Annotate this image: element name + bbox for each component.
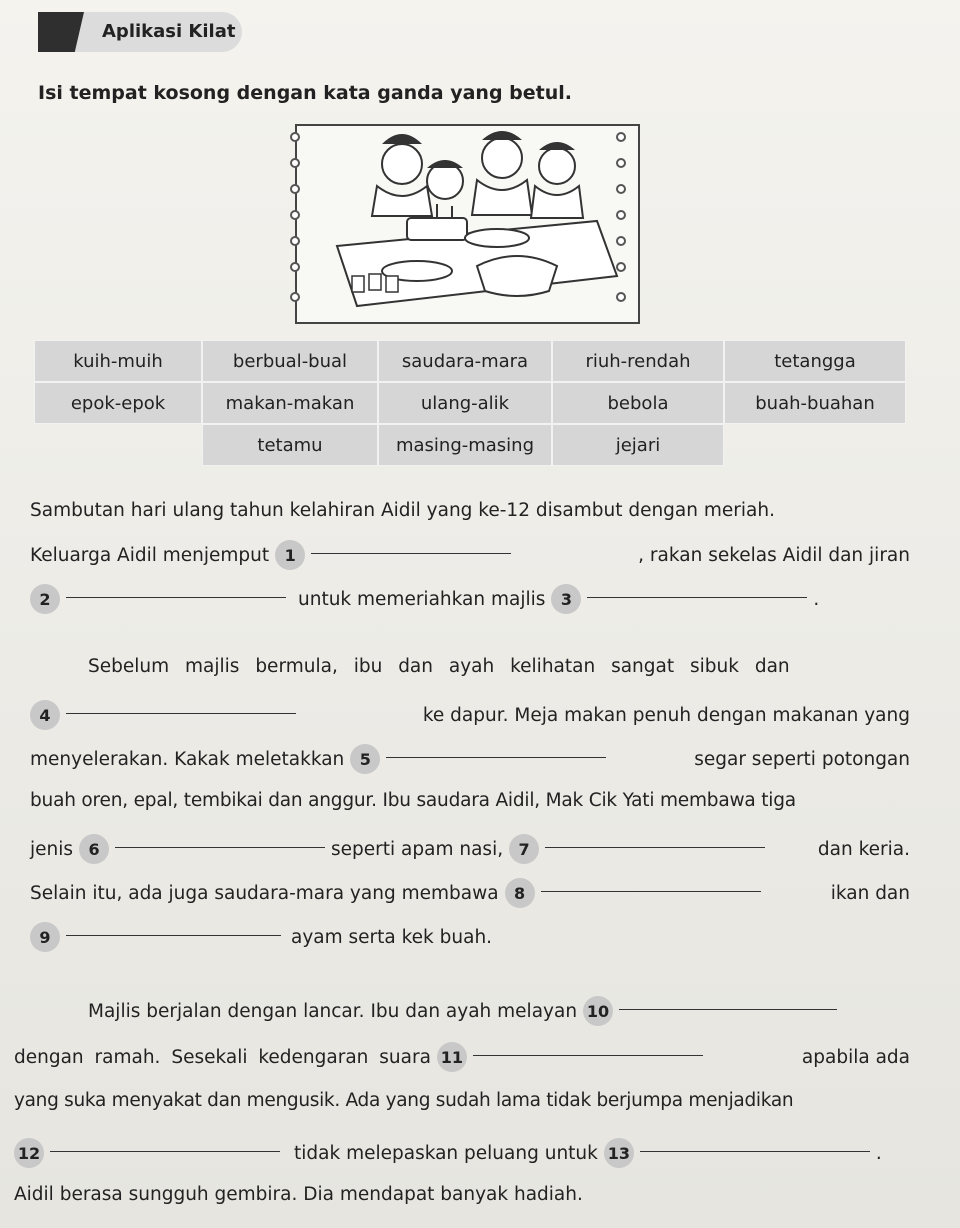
passage-line [14, 1138, 934, 1168]
passage-text: ikan dan [830, 882, 910, 904]
word-saudara-mara: saudara-mara [378, 340, 552, 382]
word-berbual-bual: berbual-bual [202, 340, 378, 382]
passage-text: untuk memeriahkan majlis [298, 588, 546, 610]
passage-line [30, 922, 910, 952]
passage-line [30, 834, 910, 864]
blank-number-badge: 2 [30, 584, 60, 614]
passage-text: seperti apam nasi, [331, 838, 504, 860]
blank-number-badge: 3 [551, 584, 581, 614]
passage-text: ayam serta kek buah. [291, 926, 493, 948]
passage-line [30, 878, 910, 908]
fill-blank-7[interactable] [545, 847, 765, 848]
word-tetamu: tetamu [202, 424, 378, 466]
passage-text: . [875, 1142, 882, 1164]
passage-text: , rakan sekelas Aidil dan jiran [638, 544, 910, 566]
fill-blank-10[interactable] [619, 1009, 837, 1010]
word-bebola: bebola [552, 382, 724, 424]
blank-number-badge: 1 [275, 540, 305, 570]
passage-line: yang suka menyakat dan mengusik. Ada yang sudah lama tidak berjumpa menjadikan [14, 1090, 794, 1111]
blank-number-badge: 12 [14, 1138, 44, 1168]
passage-line: Aidil berasa sungguh gembira. Dia mendapat banyak hadiah. [14, 1184, 583, 1205]
fill-blank-3[interactable] [587, 597, 807, 598]
blank-number-badge: 5 [350, 744, 380, 774]
section-title: Aplikasi Kilat [102, 21, 236, 42]
word-makan-makan: makan-makan [202, 382, 378, 424]
word-masing-masing: masing-masing [378, 424, 552, 466]
passage-line: Sambutan hari ulang tahun kelahiran Aidil yang ke-12 disambut dengan meriah. [30, 500, 775, 521]
fill-blank-12[interactable] [50, 1151, 280, 1152]
passage-text: apabila ada [801, 1046, 910, 1068]
passage-text: Selain itu, ada juga saudara-mara yang membawa [30, 882, 499, 904]
passage-text: segar seperti potongan [694, 748, 910, 770]
passage-text: tidak melepaskan peluang untuk [294, 1142, 598, 1164]
blank-number-badge: 9 [30, 922, 60, 952]
fill-blank-5[interactable] [386, 757, 606, 758]
passage-text: . [813, 588, 820, 610]
passage-text: Majlis berjalan dengan lancar. Ibu dan ayah melayan [88, 1000, 578, 1022]
blank-number-badge: 13 [604, 1138, 634, 1168]
word-kuih-muih: kuih-muih [34, 340, 202, 382]
spiral-rings-left [286, 132, 306, 322]
passage-line: buah oren, epal, tembikai dan anggur. Ibu saudara Aidil, Mak Cik Yati membawa tiga [30, 790, 796, 811]
word-jejari: jejari [552, 424, 724, 466]
fill-blank-4[interactable] [66, 713, 296, 714]
passage-line [30, 700, 910, 730]
blank-number-badge: 8 [505, 878, 535, 908]
passage-line: Sebelum majlis bermula, ibu dan ayah kelihatan sangat sibuk dan [88, 656, 790, 677]
passage-text: dan keria. [817, 838, 910, 860]
blank-number-badge: 10 [583, 996, 613, 1026]
birthday-illustration [295, 124, 640, 324]
word-riuh-rendah: riuh-rendah [552, 340, 724, 382]
passage-text: Keluarga Aidil menjemput [30, 544, 270, 566]
fill-blank-8[interactable] [541, 891, 761, 892]
blank-number-badge: 11 [437, 1042, 467, 1072]
fill-blank-6[interactable] [115, 847, 325, 848]
passage-text: menyelerakan. Kakak meletakkan [30, 748, 345, 770]
passage-line [30, 744, 910, 774]
blank-number-badge: 6 [79, 834, 109, 864]
instruction-text: Isi tempat kosong dengan kata ganda yang betul. [38, 82, 572, 104]
word-epok-epok: epok-epok [34, 382, 202, 424]
passage-line [88, 996, 910, 1026]
spiral-rings-right [612, 132, 632, 322]
passage-line [30, 584, 910, 614]
passage-text: dengan ramah. Sesekali kedengaran suara [14, 1046, 431, 1068]
blank-number-badge: 7 [509, 834, 539, 864]
fill-blank-11[interactable] [473, 1055, 703, 1056]
word-tetangga: tetangga [724, 340, 906, 382]
passage-text: ke dapur. Meja makan penuh dengan makanan yang [422, 704, 910, 726]
fill-blank-1[interactable] [311, 553, 511, 554]
fill-blank-13[interactable] [640, 1151, 870, 1152]
party-scene-icon [297, 126, 638, 322]
passage-text: jenis [30, 838, 74, 860]
passage-line [30, 540, 910, 570]
fill-blank-2[interactable] [66, 597, 286, 598]
word-buah-buahan: buah-buahan [724, 382, 906, 424]
fill-blank-9[interactable] [66, 935, 281, 936]
blank-number-badge: 4 [30, 700, 60, 730]
word-ulang-alik: ulang-alik [378, 382, 552, 424]
passage-line [14, 1042, 910, 1072]
